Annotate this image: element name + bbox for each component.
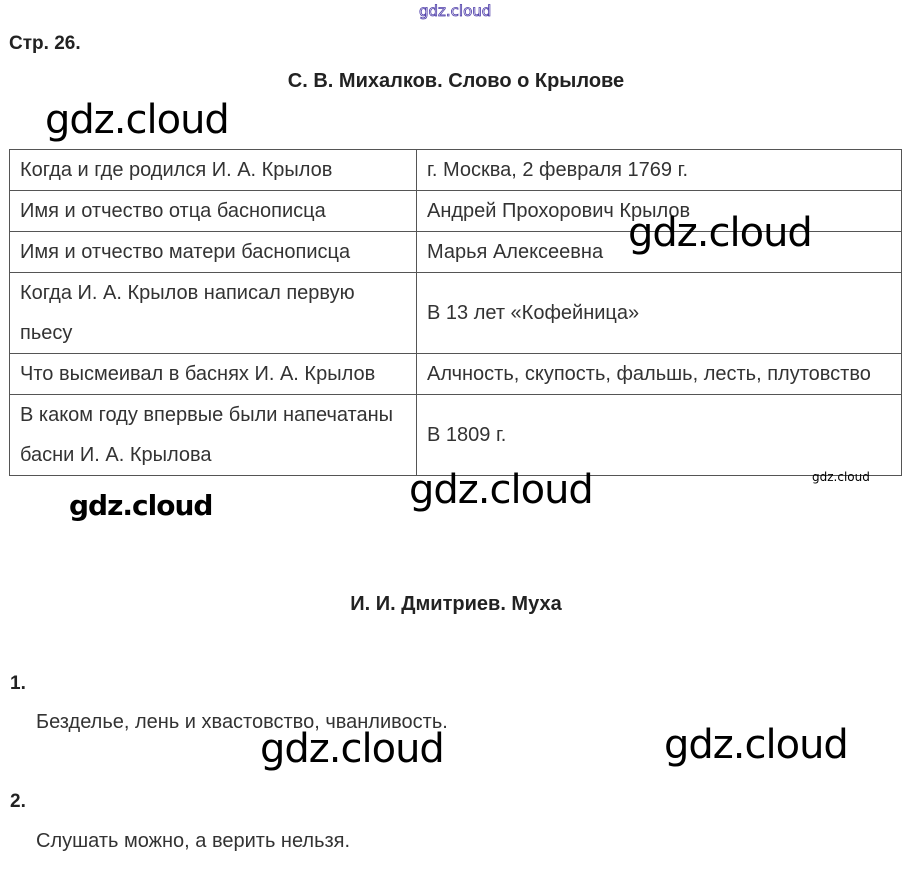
table-answer-cell: В 1809 г. (417, 395, 902, 476)
watermark-logo-top: gdz.cloud (419, 2, 492, 20)
item-number: 1. (10, 673, 26, 694)
table-row (10, 354, 902, 395)
page-number: Стр. 26. (9, 33, 81, 54)
watermark-logo: gdz.cloud (69, 489, 213, 522)
table-answer-cell: г. Москва, 2 февраля 1769 г. (417, 150, 902, 191)
table-question-cell: Когда И. А. Крылов написал первую пьесу (10, 273, 417, 354)
table-question-cell: Когда и где родился И. А. Крылов (10, 150, 417, 191)
item-answer: Безделье, лень и хвастовство, чванливость. (36, 711, 448, 733)
table-question-cell: Имя и отчество отца баснописца (10, 191, 417, 232)
table-question-cell: В каком году впервые были напечатаны басни И. А. Крылова (10, 395, 417, 476)
item-number: 2. (10, 791, 26, 812)
watermark-logo: gdz.cloud (664, 722, 848, 768)
table-question-cell: Что высмеивал в баснях И. А. Крылов (10, 354, 417, 395)
table-row (10, 273, 902, 354)
watermark-logo: gdz.cloud (260, 726, 444, 772)
table-question-cell: Имя и отчество матери баснописца (10, 232, 417, 273)
watermark-logo: gdz.cloud (45, 97, 229, 143)
item-answer: Слушать можно, а верить нельзя. (36, 830, 351, 852)
answer-table (9, 149, 902, 476)
table-row (10, 150, 902, 191)
table-row (10, 395, 902, 476)
table-answer-cell: Марья Алексеевна (417, 232, 902, 273)
section-title-mikhalkov: С. В. Михалков. Слово о Крылове (287, 70, 625, 92)
watermark-logo: gdz.cloud (628, 210, 812, 256)
watermark-logo: gdz.cloud (812, 470, 870, 484)
watermark-logo: gdz.cloud (409, 467, 593, 513)
table-answer-cell: Алчность, скупость, фальшь, лесть, плутовство (417, 354, 902, 395)
table-answer-cell: В 13 лет «Кофейница» (417, 273, 902, 354)
table-answer-cell: Андрей Прохорович Крылов (417, 191, 902, 232)
section-title-dmitriev: И. И. Дмитриев. Муха (350, 593, 562, 615)
